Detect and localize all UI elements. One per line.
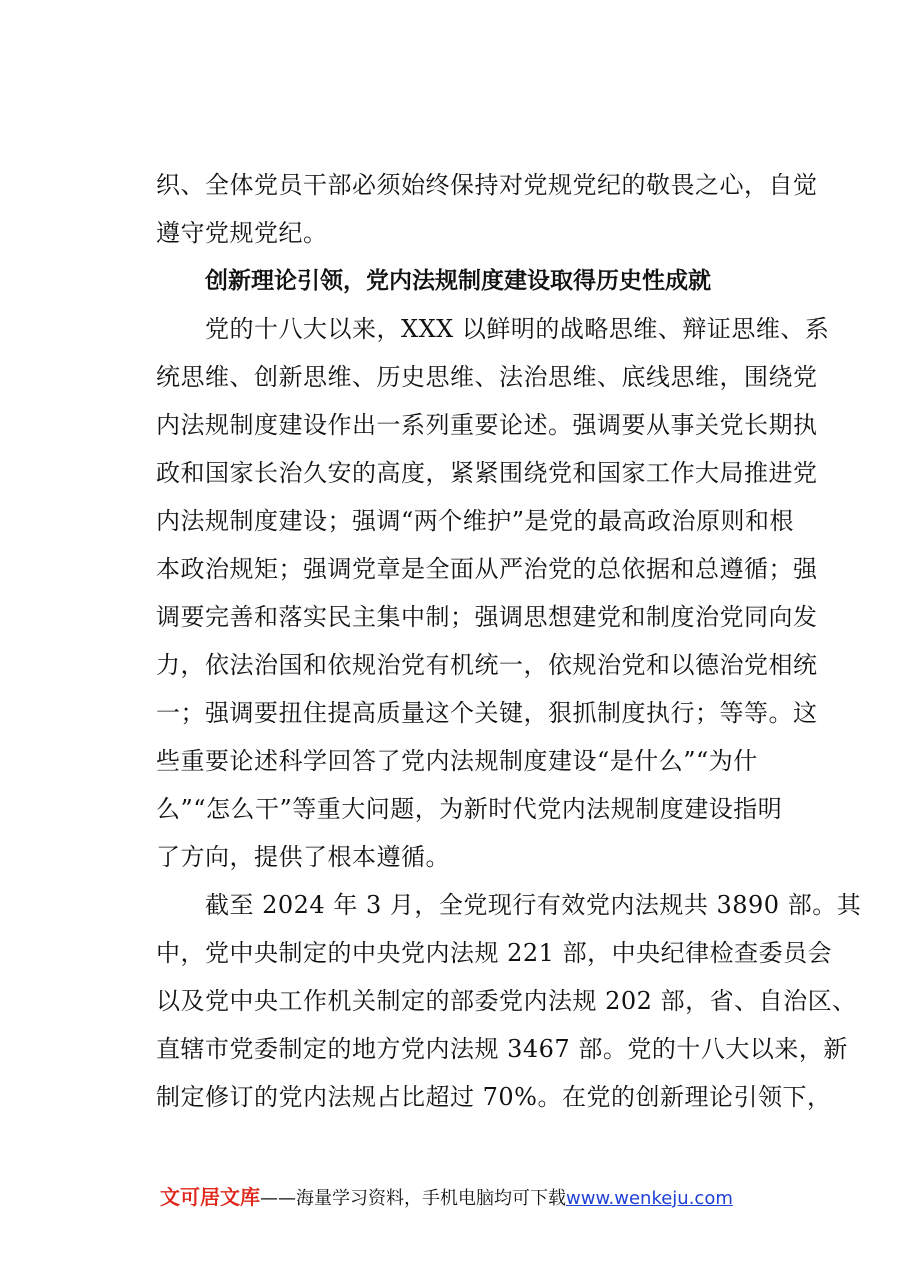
paragraph-line: 制定修订的党内法规占比超过 70%。在党的创新理论引领下， bbox=[156, 1083, 832, 1111]
footer-banner bbox=[160, 1182, 780, 1212]
paragraph-line: 内法规制度建设作出一系列重要论述。强调要从事关党长期执 bbox=[156, 411, 818, 439]
paragraph-line: 调要完善和落实民主集中制；强调思想建党和制度治党同向发 bbox=[156, 603, 818, 631]
paragraph-line: 力，依法治国和依规治党有机统一，依规治党和以德治党相统 bbox=[156, 651, 818, 679]
paragraph-line: 内法规制度建设；强调“两个维护”是党的最高政治原则和根 bbox=[156, 507, 795, 535]
footer-description: ——海量学习资料，手机电脑均可下载 bbox=[260, 1188, 566, 1209]
paragraph-line: 以及党中央工作机关制定的部委党内法规 202 部，省、自治区、 bbox=[156, 987, 857, 1015]
paragraph-line: 直辖市党委制定的地方党内法规 3467 部。党的十八大以来，新 bbox=[156, 1035, 848, 1063]
paragraph-line: 政和国家长治久安的高度，紧紧围绕党和国家工作大局推进党 bbox=[156, 459, 818, 487]
paragraph-line: 中，党中央制定的中央党内法规 221 部，中央纪律检查委员会 bbox=[156, 939, 833, 967]
paragraph-line: 统思维、创新思维、历史思维、法治思维、底线思维，围绕党 bbox=[156, 363, 818, 391]
paragraph-line: 一；强调要扭住提高质量这个关键，狠抓制度执行；等等。这 bbox=[156, 699, 818, 727]
paragraph-line: 遵守党规党纪。 bbox=[156, 219, 328, 247]
paragraph-line: 本政治规矩；强调党章是全面从严治党的总依据和总遵循；强 bbox=[156, 555, 818, 583]
paragraph-line: 党的十八大以来，XXX 以鲜明的战略思维、辩证思维、系 bbox=[205, 315, 830, 343]
paragraph-line: 截至 2024 年 3 月，全党现行有效党内法规共 3890 部。其 bbox=[205, 891, 862, 919]
paragraph-line: 些重要论述科学回答了党内法规制度建设“是什么”“为什 bbox=[156, 747, 758, 775]
paragraph-line: 了方向，提供了根本遵循。 bbox=[156, 843, 450, 871]
paragraph-line: 织、全体党员干部必须始终保持对党规党纪的敬畏之心，自觉 bbox=[156, 171, 818, 199]
footer-link[interactable]: www.wenkeju.com bbox=[566, 1188, 733, 1209]
paragraph-line: 么”“怎么干”等重大问题，为新时代党内法规制度建设指明 bbox=[156, 795, 783, 823]
footer-brand: 文可居文库 bbox=[160, 1185, 260, 1209]
section-heading: 创新理论引领，党内法规制度建设取得历史性成就 bbox=[205, 268, 711, 294]
